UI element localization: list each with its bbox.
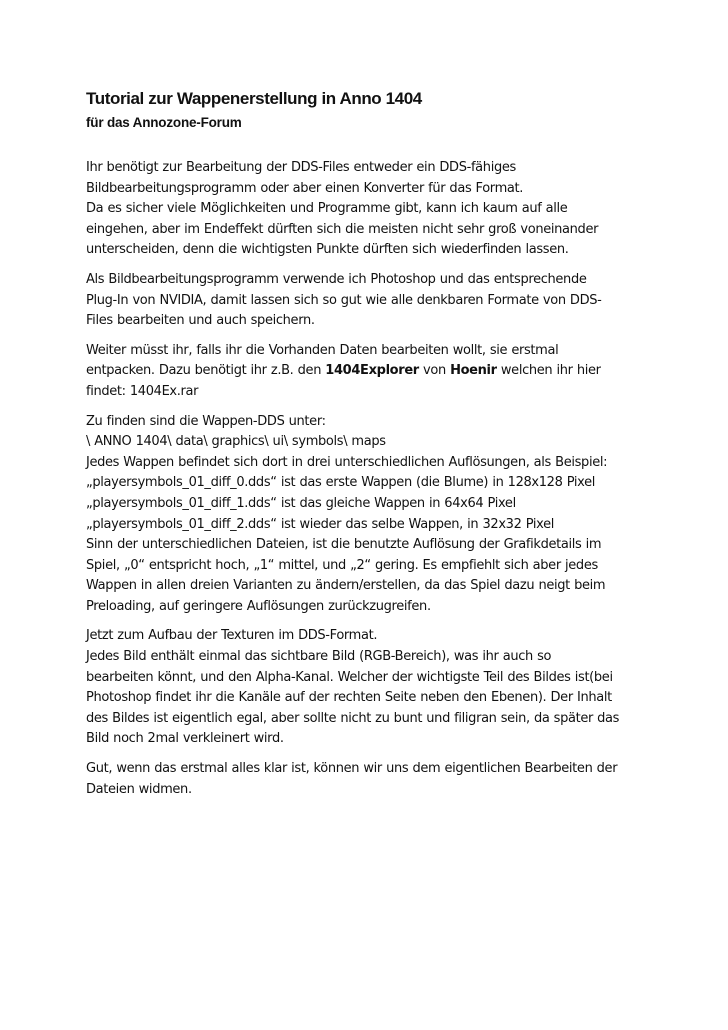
document-subtitle: für das Annozone-Forum — [86, 115, 242, 130]
text-line: eingehen, aber im Endeffekt dürften sich die meisten nicht sehr groß voneinander — [86, 221, 599, 237]
paragraph-textures — [86, 626, 646, 750]
spacer — [86, 133, 646, 158]
tool-name: 1404Explorer — [325, 363, 419, 379]
text-line: Files bearbeiten und auch speichern. — [86, 313, 315, 329]
paragraph-photoshop — [86, 270, 646, 332]
text-line: Preloading, auf geringere Auflösungen zurückzugreifen. — [86, 598, 431, 614]
text-fragment: welchen ihr hier — [496, 363, 601, 379]
paragraph-intro — [86, 158, 646, 261]
text-fragment: entpacken. Dazu benötigt ihr z.B. den — [86, 363, 326, 379]
paragraph-explorer — [86, 341, 646, 403]
text-line: Dateien widmen. — [86, 781, 192, 797]
text-line: „playersymbols_01_diff_0.dds“ ist das erste Wappen (die Blume) in 128x128 Pixel — [86, 475, 596, 491]
text-line: bearbeiten könnt, und den Alpha-Kanal. Welcher der wichtigste Teil des Bildes ist(bei — [86, 669, 613, 685]
document-page — [86, 88, 646, 809]
text-line: Spiel, „0“ entspricht hoch, „1“ mittel, und „2“ gering. Es empfiehlt sich aber jedes — [86, 557, 598, 573]
text-line: Sinn der unterschiedlichen Dateien, ist die benutzte Auflösung der Grafikdetails im — [86, 537, 602, 553]
paragraph-closing — [86, 759, 646, 800]
text-line: des Bildes ist eigentlich egal, aber sollte nicht zu bunt und filigran sein, da später das — [86, 710, 620, 726]
text-line: Zu finden sind die Wappen-DDS unter: — [86, 413, 326, 429]
text-line: unterscheiden, denn die wichtigsten Punkte dürften sich wiederfinden lassen. — [86, 242, 569, 258]
text-line: Wappen in allen dreien Varianten zu ändern/erstellen, da das Spiel dazu neigt beim — [86, 578, 606, 594]
text-line: Bild noch 2mal verkleinert wird. — [86, 731, 284, 747]
text-line: Gut, wenn das erstmal alles klar ist, können wir uns dem eigentlichen Bearbeiten der — [86, 761, 618, 777]
text-line: Weiter müsst ihr, falls ihr die Vorhanden Daten bearbeiten wollt, sie erstmal — [86, 342, 559, 358]
text-line: Jetzt zum Aufbau der Texturen im DDS-Format. — [86, 628, 378, 644]
text-line: Ihr benötigt zur Bearbeitung der DDS-Files entweder ein DDS-fähiges — [86, 160, 516, 175]
text-fragment: von — [418, 363, 451, 379]
author-name: Hoenir — [450, 363, 497, 379]
text-line: „playersymbols_01_diff_1.dds“ ist das gleiche Wappen in 64x64 Pixel — [86, 495, 516, 511]
text-line: Da es sicher viele Möglichkeiten und Programme gibt, kann ich kaum auf alle — [86, 201, 568, 217]
paragraph-files — [86, 412, 646, 618]
text-line: „playersymbols_01_diff_2.dds“ ist wieder das selbe Wappen, in 32x32 Pixel — [86, 516, 555, 532]
file-path: \ ANNO 1404\ data\ graphics\ ui\ symbols\ maps — [86, 434, 386, 450]
text-line: findet: 1404Ex.rar — [86, 383, 199, 399]
text-line: Photoshop findet ihr die Kanäle auf der rechten Seite neben den Ebenen). Der Inhalt — [86, 690, 612, 706]
text-line: Jedes Wappen befindet sich dort in drei unterschiedlichen Auflösungen, als Beispiel: — [86, 454, 608, 470]
text-line — [86, 361, 646, 382]
text-line: Jedes Bild enthält einmal das sichtbare Bild (RGB-Bereich), was ihr auch so — [86, 649, 552, 665]
text-line: Als Bildbearbeitungsprogramm verwende ich Photoshop und das entsprechende — [86, 271, 587, 287]
text-line: Plug-In von NVIDIA, damit lassen sich so gut wie alle denkbaren Formate von DDS- — [86, 292, 602, 308]
text-line: Bildbearbeitungsprogramm oder aber einen Konverter für das Format. — [86, 180, 524, 196]
document-title: Tutorial zur Wappenerstellung in Anno 1404 — [86, 89, 422, 108]
